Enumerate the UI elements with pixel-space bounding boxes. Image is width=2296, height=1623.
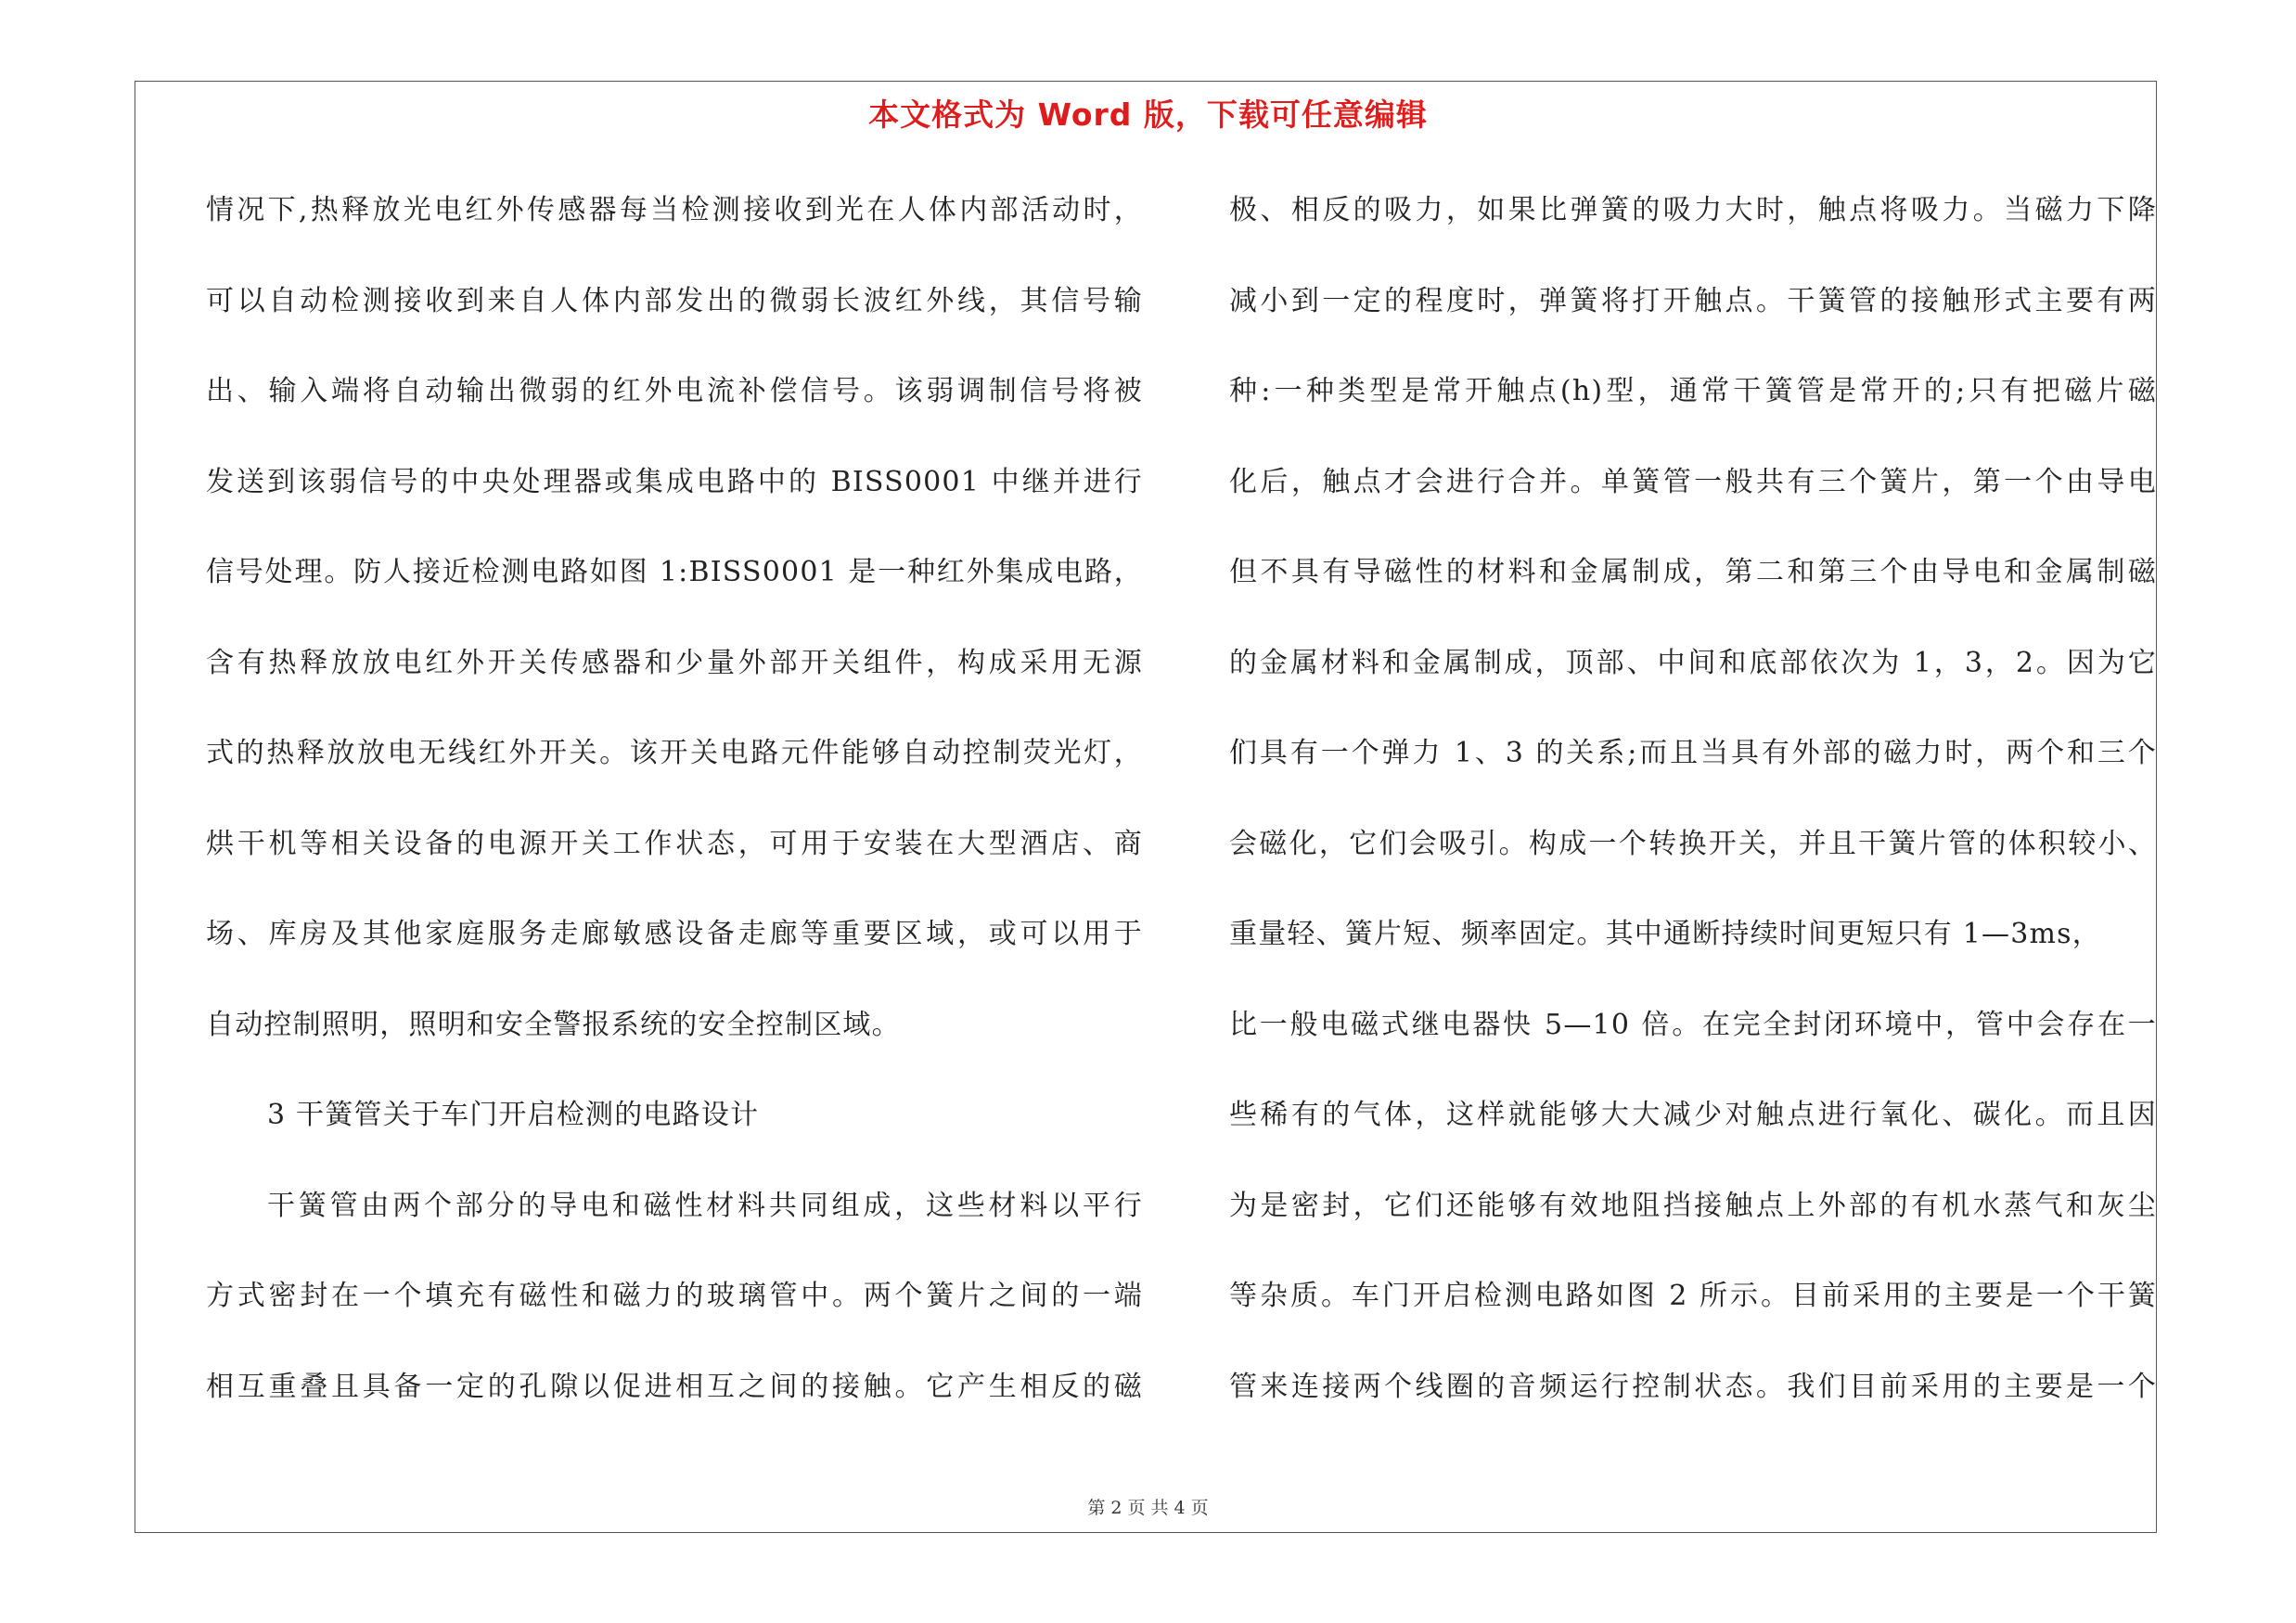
paragraph-line: 场、库房及其他家庭服务走廊敏感设备走廊等重要区域，或可以用于 bbox=[206, 918, 1143, 950]
paragraph-line: 极、相反的吸力，如果比弹簧的吸力大时，触点将吸力。当磁力下降 bbox=[1229, 194, 2157, 226]
paragraph-line: 为是密封，它们还能够有效地阻挡接触点上外部的有机水蒸气和灰尘 bbox=[1229, 1189, 2157, 1222]
paragraph-line: 方式密封在一个填充有磁性和磁力的玻璃管中。两个簧片之间的一端 bbox=[206, 1280, 1143, 1312]
paragraph-line: 等杂质。车门开启检测电路如图 2 所示。目前采用的主要是一个干簧 bbox=[1229, 1280, 2157, 1312]
paragraph-line: 减小到一定的程度时，弹簧将打开触点。干簧管的接触形式主要有两 bbox=[1229, 284, 2157, 317]
paragraph-line: 种:一种类型是常开触点(h)型，通常干簧管是常开的;只有把磁片磁 bbox=[1229, 375, 2157, 407]
paragraph-line: 式的热释放放电无线红外开关。该开关电路元件能够自动控制荧光灯， bbox=[206, 737, 1143, 769]
page-number-footer: 第 2 页 共 4 页 bbox=[1087, 1498, 1209, 1518]
paragraph-line: 自动控制照明，照明和安全警报系统的安全控制区域。 bbox=[206, 1008, 901, 1041]
paragraph-line: 烘干机等相关设备的电源开关工作状态，可用于安装在大型酒店、商 bbox=[206, 827, 1143, 860]
section-heading: 3 干簧管关于车门开启检测的电路设计 bbox=[267, 1099, 760, 1131]
header-banner: 本文格式为 Word 版，下载可任意编辑 bbox=[868, 97, 1428, 133]
paragraph-line: 干簧管由两个部分的导电和磁性材料共同组成，这些材料以平行 bbox=[267, 1189, 1143, 1222]
paragraph-line: 发送到该弱信号的中央处理器或集成电路中的 BISS0001 中继并进行 bbox=[206, 465, 1143, 498]
paragraph-line: 化后，触点才会进行合并。单簧管一般共有三个簧片，第一个由导电 bbox=[1229, 465, 2157, 498]
paragraph-line: 情况下,热释放光电红外传感器每当检测接收到光在人体内部活动时， bbox=[206, 194, 1143, 226]
right-text-column bbox=[1229, 178, 2157, 1445]
paragraph-line: 含有热释放放电红外开关传感器和少量外部开关组件，构成采用无源 bbox=[206, 646, 1143, 679]
paragraph-line: 重量轻、簧片短、频率固定。其中通断持续时间更短只有 1—3ms， bbox=[1229, 918, 2101, 950]
paragraph-line: 管来连接两个线圈的音频运行控制状态。我们目前采用的主要是一个 bbox=[1229, 1370, 2157, 1403]
paragraph-line: 比一般电磁式继电器快 5—10 倍。在完全封闭环境中，管中会存在一 bbox=[1229, 1008, 2157, 1041]
paragraph-line: 的金属材料和金属制成，顶部、中间和底部依次为 1，3，2。因为它 bbox=[1229, 646, 2157, 679]
left-text-column bbox=[206, 178, 1143, 1445]
paragraph-line: 但不具有导磁性的材料和金属制成，第二和第三个由导电和金属制磁 bbox=[1229, 556, 2157, 588]
paragraph-line: 出、输入端将自动输出微弱的红外电流补偿信号。该弱调制信号将被 bbox=[206, 375, 1143, 407]
paragraph-line: 会磁化，它们会吸引。构成一个转换开关，并且干簧片管的体积较小、 bbox=[1229, 827, 2157, 860]
paragraph-line: 相互重叠且具备一定的孔隙以促进相互之间的接触。它产生相反的磁 bbox=[206, 1370, 1143, 1403]
paragraph-line: 们具有一个弹力 1、3 的关系;而且当具有外部的磁力时，两个和三个 bbox=[1229, 737, 2157, 769]
paragraph-line: 可以自动检测接收到来自人体内部发出的微弱长波红外线，其信号输 bbox=[206, 284, 1143, 317]
paragraph-line: 些稀有的气体，这样就能够大大减少对触点进行氧化、碳化。而且因 bbox=[1229, 1099, 2157, 1131]
paragraph-line: 信号处理。防人接近检测电路如图 1:BISS0001 是一种红外集成电路， bbox=[206, 556, 1143, 588]
